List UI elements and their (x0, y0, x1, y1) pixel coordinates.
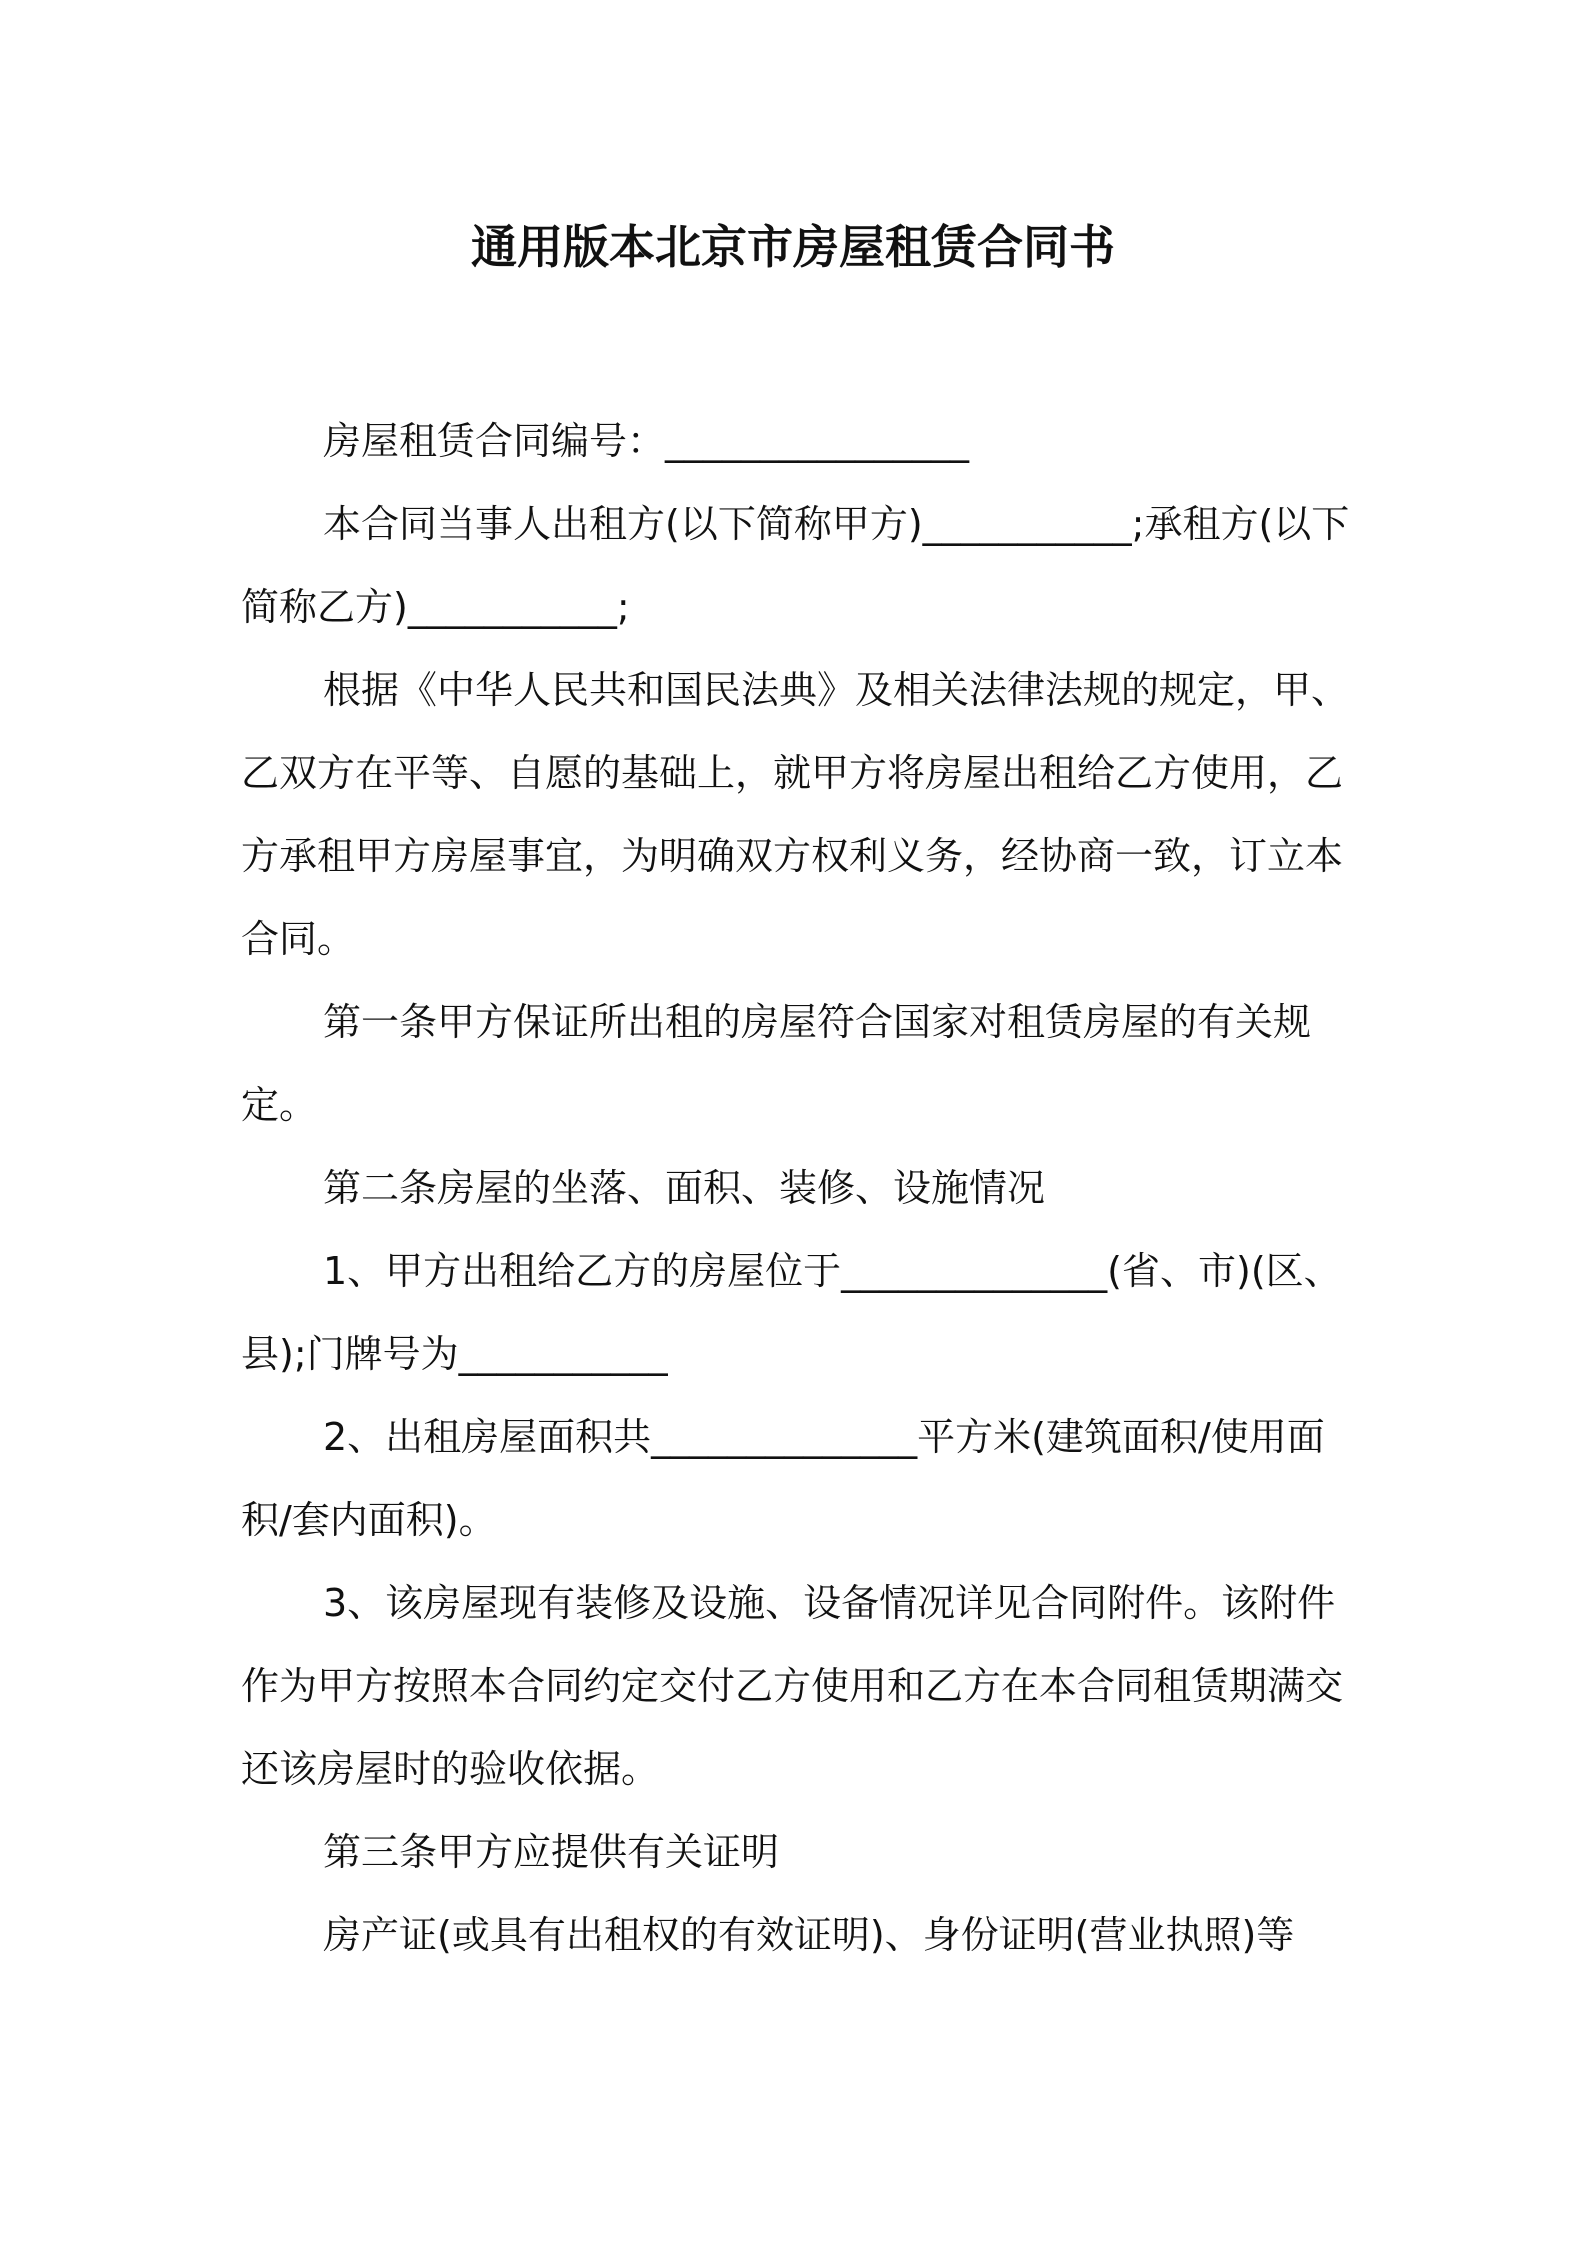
article-2-item-3: 3、该房屋现有装修及设施、设备情况详见合同附件。该附件作为甲方按照本合同约定交付乙方使用和乙方在本合同租赁期满交还该房屋时的验收依据。 (241, 1581, 1344, 1791)
article-2-item-2: 2、出租房屋面积共______________平方米(建筑面积/使用面积/套内面积)。 (241, 1415, 1325, 1542)
parties-paragraph: 本合同当事人出租方(以下简称甲方)___________;承租方(以下简称乙方)___________; (241, 502, 1350, 629)
article-3-heading: 第三条甲方应提供有关证明 (323, 1830, 780, 1874)
article-2-item-1: 1、甲方出租给乙方的房屋位于______________(省、市)(区、县);门牌号为___________ (241, 1249, 1342, 1376)
legal-basis-paragraph: 根据《中华人民共和国民法典》及相关法律法规的规定，甲、乙双方在平等、自愿的基础上，就甲方将房屋出租给乙方使用，乙方承租甲方房屋事宜，为明确双方权利义务，经协商一致，订立本合同。 (241, 668, 1350, 961)
document-body (241, 400, 1357, 1977)
article-1: 第一条甲方保证所出租的房屋符合国家对租赁房屋的有关规定。 (241, 1000, 1312, 1127)
article-2-heading: 第二条房屋的坐落、面积、装修、设施情况 (323, 1166, 1046, 1210)
document-title: 通用版本北京市房屋租赁合同书 (471, 220, 1115, 274)
article-3-content: 房产证(或具有出租权的有效证明)、身份证明(营业执照)等 (323, 1913, 1295, 1957)
contract-number-line: 房屋租赁合同编号：________________ (323, 419, 970, 463)
